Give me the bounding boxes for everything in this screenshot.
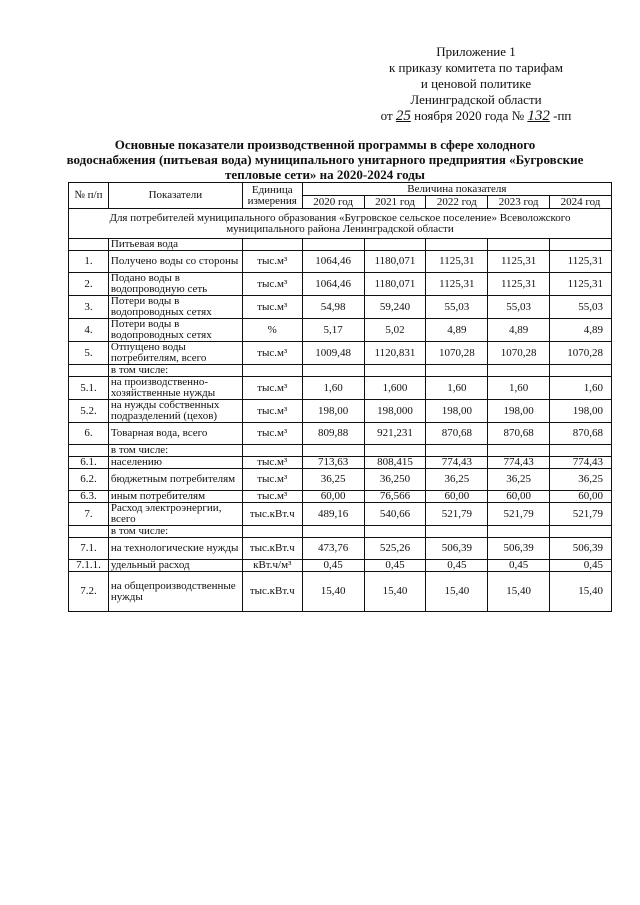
row-value: 1,60 — [426, 377, 488, 400]
row-value — [364, 365, 426, 377]
row-value: 774,43 — [426, 457, 488, 469]
row-value — [426, 239, 488, 251]
appendix-line: Ленинградской области — [410, 92, 542, 107]
header-year: 2021 год — [364, 196, 426, 209]
header-year: 2023 год — [488, 196, 550, 209]
appendix-line: к приказу комитета по тарифам — [388, 60, 564, 75]
row-number: 6.3. — [69, 491, 109, 503]
row-number: 7.2. — [69, 572, 109, 612]
row-unit: тыс.м³ — [242, 457, 302, 469]
row-unit — [242, 365, 302, 377]
row-value — [488, 526, 550, 538]
table-row — [69, 239, 612, 251]
row-value: 36,25 — [488, 469, 550, 491]
row-value — [488, 239, 550, 251]
order-day: 25 — [395, 108, 411, 124]
document-title — [60, 137, 590, 182]
row-indicator: на нужды собственных подразделений (цехов) — [108, 400, 242, 423]
row-value: 198,00 — [302, 400, 364, 423]
row-value: 506,39 — [426, 538, 488, 560]
row-value: 1009,48 — [302, 342, 364, 365]
row-indicator: в том числе: — [108, 526, 242, 538]
table-row — [69, 342, 612, 365]
row-value: 540,66 — [364, 503, 426, 526]
row-value: 1,60 — [550, 377, 612, 400]
row-indicator: удельный расход — [108, 560, 242, 572]
row-unit: тыс.м³ — [242, 423, 302, 445]
table-row — [69, 319, 612, 342]
row-value: 4,89 — [426, 319, 488, 342]
row-value: 55,03 — [426, 296, 488, 319]
row-value: 198,00 — [550, 400, 612, 423]
row-value: 5,17 — [302, 319, 364, 342]
row-number — [69, 526, 109, 538]
row-value: 15,40 — [550, 572, 612, 612]
row-value: 870,68 — [550, 423, 612, 445]
row-value: 506,39 — [488, 538, 550, 560]
row-indicator: иным потребителям — [108, 491, 242, 503]
row-value: 1180,071 — [364, 251, 426, 273]
row-value: 774,43 — [550, 457, 612, 469]
row-value — [426, 365, 488, 377]
order-number: 132 — [527, 108, 550, 124]
row-value: 15,40 — [426, 572, 488, 612]
title-line: водоснабжения (питьевая вода) муниципального унитарного предприятия «Бугровские — [66, 152, 584, 167]
row-indicator: бюджетным потребителям — [108, 469, 242, 491]
row-indicator: в том числе: — [108, 445, 242, 457]
header-unit: Единица измерения — [242, 183, 302, 209]
row-value: 198,00 — [426, 400, 488, 423]
row-value: 1,60 — [302, 377, 364, 400]
row-value: 870,68 — [488, 423, 550, 445]
row-indicator: Подано воды в водопроводную сеть — [108, 273, 242, 296]
row-number: 2. — [69, 273, 109, 296]
row-indicator: Питьевая вода — [108, 239, 242, 251]
row-number: 7.1. — [69, 538, 109, 560]
row-unit: тыс.кВт.ч — [242, 538, 302, 560]
row-value: 60,00 — [488, 491, 550, 503]
row-number: 7. — [69, 503, 109, 526]
row-unit: тыс.м³ — [242, 491, 302, 503]
row-value: 525,26 — [364, 538, 426, 560]
row-unit: тыс.кВт.ч — [242, 503, 302, 526]
table-row — [69, 526, 612, 538]
row-number — [69, 445, 109, 457]
row-value: 0,45 — [488, 560, 550, 572]
header-year: 2022 год — [426, 196, 488, 209]
row-indicator: Получено воды со стороны — [108, 251, 242, 273]
row-value — [364, 445, 426, 457]
table-row — [69, 400, 612, 423]
row-number: 4. — [69, 319, 109, 342]
row-unit: тыс.м³ — [242, 342, 302, 365]
row-indicator: Потери воды в водопроводных сетях — [108, 319, 242, 342]
row-unit: тыс.м³ — [242, 400, 302, 423]
table-row — [69, 457, 612, 469]
row-value: 521,79 — [488, 503, 550, 526]
indicators-table — [68, 182, 612, 612]
row-value: 54,98 — [302, 296, 364, 319]
row-value — [302, 239, 364, 251]
row-number — [69, 239, 109, 251]
row-number: 6. — [69, 423, 109, 445]
row-value: 1180,071 — [364, 273, 426, 296]
order-suffix: -пп — [553, 108, 572, 123]
row-value: 1064,46 — [302, 251, 364, 273]
row-value: 0,45 — [364, 560, 426, 572]
row-indicator: на технологические нужды — [108, 538, 242, 560]
row-value: 1070,28 — [426, 342, 488, 365]
row-value: 521,79 — [550, 503, 612, 526]
row-unit: тыс.кВт.ч — [242, 572, 302, 612]
row-indicator: населению — [108, 457, 242, 469]
row-value — [426, 526, 488, 538]
row-value: 198,000 — [364, 400, 426, 423]
row-value: 921,231 — [364, 423, 426, 445]
row-value: 1125,31 — [426, 273, 488, 296]
row-value: 36,25 — [302, 469, 364, 491]
row-unit: кВт.ч/м³ — [242, 560, 302, 572]
row-value: 1064,46 — [302, 273, 364, 296]
row-value: 870,68 — [426, 423, 488, 445]
row-unit — [242, 445, 302, 457]
row-unit — [242, 239, 302, 251]
header-value-group: Величина показателя — [302, 183, 611, 196]
header-year: 2024 год — [550, 196, 612, 209]
row-value: 1125,31 — [488, 251, 550, 273]
row-value: 808,415 — [364, 457, 426, 469]
header-indicator: Показатели — [108, 183, 242, 209]
row-value — [550, 445, 612, 457]
row-value: 60,00 — [550, 491, 612, 503]
row-indicator: Расход электроэнергии, всего — [108, 503, 242, 526]
row-value: 4,89 — [488, 319, 550, 342]
row-number: 7.1.1. — [69, 560, 109, 572]
row-value: 36,25 — [550, 469, 612, 491]
appendix-line: Приложение 1 — [436, 44, 516, 59]
row-value: 0,45 — [302, 560, 364, 572]
row-unit: тыс.м³ — [242, 273, 302, 296]
table-row — [69, 572, 612, 612]
row-number: 1. — [69, 251, 109, 273]
date-prefix: от — [380, 108, 393, 123]
row-indicator: на производственно-хозяйственные нужды — [108, 377, 242, 400]
row-number: 5. — [69, 342, 109, 365]
row-number: 5.1. — [69, 377, 109, 400]
title-line: тепловые сети» на 2020-2024 годы — [225, 167, 425, 182]
row-value: 60,00 — [302, 491, 364, 503]
appendix-line: и ценовой политике — [420, 76, 532, 91]
row-value — [488, 365, 550, 377]
row-value: 0,45 — [550, 560, 612, 572]
table-row — [69, 423, 612, 445]
row-value: 198,00 — [488, 400, 550, 423]
row-value: 1125,31 — [488, 273, 550, 296]
appendix-header — [356, 44, 596, 124]
row-value: 1070,28 — [488, 342, 550, 365]
row-value: 36,250 — [364, 469, 426, 491]
row-indicator: в том числе: — [108, 365, 242, 377]
row-value: 5,02 — [364, 319, 426, 342]
table-row — [69, 251, 612, 273]
row-value: 15,40 — [364, 572, 426, 612]
row-value: 60,00 — [426, 491, 488, 503]
row-value — [550, 365, 612, 377]
row-value — [364, 526, 426, 538]
row-value: 774,43 — [488, 457, 550, 469]
row-value — [302, 445, 364, 457]
row-value: 1070,28 — [550, 342, 612, 365]
row-unit — [242, 526, 302, 538]
table-row — [69, 296, 612, 319]
row-value: 1120,831 — [364, 342, 426, 365]
row-indicator: Товарная вода, всего — [108, 423, 242, 445]
row-value: 76,566 — [364, 491, 426, 503]
row-value — [364, 239, 426, 251]
row-value: 55,03 — [550, 296, 612, 319]
row-number — [69, 365, 109, 377]
row-value: 55,03 — [488, 296, 550, 319]
row-value — [302, 526, 364, 538]
row-value: 15,40 — [302, 572, 364, 612]
table-row — [69, 273, 612, 296]
section-heading: Для потребителей муниципального образования «Бугровское сельское поселение» Всеволожского муниципального района Ленинградской области — [69, 209, 612, 239]
row-value: 521,79 — [426, 503, 488, 526]
row-indicator: Отпущено воды потребителям, всего — [108, 342, 242, 365]
header-num: № п/п — [69, 183, 109, 209]
row-unit: % — [242, 319, 302, 342]
row-value — [550, 526, 612, 538]
table-row — [69, 560, 612, 572]
date-middle: ноября 2020 года № — [414, 108, 525, 123]
table-row — [69, 445, 612, 457]
row-unit: тыс.м³ — [242, 377, 302, 400]
row-value: 59,240 — [364, 296, 426, 319]
row-unit: тыс.м³ — [242, 296, 302, 319]
title-line: Основные показатели производственной программы в сфере холодного — [114, 137, 536, 152]
row-value — [550, 239, 612, 251]
row-unit: тыс.м³ — [242, 469, 302, 491]
row-value: 0,45 — [426, 560, 488, 572]
row-value — [488, 445, 550, 457]
row-value: 809,88 — [302, 423, 364, 445]
row-number: 3. — [69, 296, 109, 319]
row-value: 36,25 — [426, 469, 488, 491]
appendix-date-line — [356, 108, 596, 124]
table-row — [69, 365, 612, 377]
row-value — [302, 365, 364, 377]
row-value: 1125,31 — [426, 251, 488, 273]
row-value: 1125,31 — [550, 273, 612, 296]
row-value: 1,60 — [488, 377, 550, 400]
row-value: 1125,31 — [550, 251, 612, 273]
row-number: 6.1. — [69, 457, 109, 469]
table-row — [69, 377, 612, 400]
row-value: 506,39 — [550, 538, 612, 560]
table-row — [69, 538, 612, 560]
table-row — [69, 491, 612, 503]
row-value: 4,89 — [550, 319, 612, 342]
row-value: 15,40 — [488, 572, 550, 612]
row-number: 6.2. — [69, 469, 109, 491]
table-row — [69, 503, 612, 526]
header-year: 2020 год — [302, 196, 364, 209]
row-value: 1,600 — [364, 377, 426, 400]
row-number: 5.2. — [69, 400, 109, 423]
row-value: 473,76 — [302, 538, 364, 560]
row-value: 489,16 — [302, 503, 364, 526]
table-row — [69, 469, 612, 491]
row-indicator: Потери воды в водопроводных сетях — [108, 296, 242, 319]
row-value — [426, 445, 488, 457]
row-value: 713,63 — [302, 457, 364, 469]
row-unit: тыс.м³ — [242, 251, 302, 273]
row-indicator: на общепроизводственные нужды — [108, 572, 242, 612]
